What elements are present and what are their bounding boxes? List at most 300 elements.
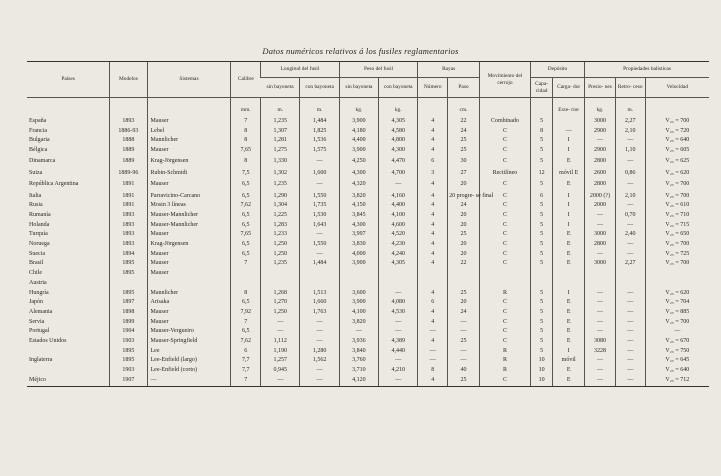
data-cell: 4,389 [379, 337, 418, 347]
unit-cell: m. [615, 98, 645, 118]
data-cell: 27 [448, 169, 480, 179]
data-cell: — [585, 250, 616, 260]
data-cell: — [615, 356, 645, 366]
data-cell: C [479, 259, 530, 269]
data-cell [585, 269, 616, 279]
data-cell: Mauser [147, 146, 231, 156]
data-cell: — [615, 221, 645, 231]
data-cell: 4,580 [379, 127, 418, 137]
data-cell: 8 [231, 156, 261, 169]
data-cell: 4,440 [379, 347, 418, 357]
data-cell: — [615, 308, 645, 318]
data-cell: 5 [530, 259, 552, 269]
data-cell: 3,820 [339, 192, 378, 202]
data-cell: 4,800 [379, 136, 418, 146]
country-cell: Austria [29, 279, 47, 286]
data-cell: 4 [418, 376, 448, 386]
data-cell: C [479, 250, 530, 260]
data-cell: V₂₅ = 620 [645, 289, 709, 299]
country-cell: Turquía [29, 231, 48, 238]
data-cell: Lebel [147, 127, 231, 137]
data-cell: 1,270 [261, 298, 300, 308]
data-cell: 8 [231, 136, 261, 146]
data-cell: C [479, 298, 530, 308]
unit-cell [418, 98, 448, 118]
data-cell: 5 [530, 250, 552, 260]
data-cell: 40 [448, 366, 480, 376]
country-cell [27, 366, 110, 376]
data-cell: 4,700 [379, 169, 418, 179]
data-cell: 4,180 [339, 127, 378, 137]
data-cell: — [585, 298, 616, 308]
data-cell: — [448, 356, 480, 366]
country-cell: Suecia [29, 250, 45, 257]
data-cell: Mauser [147, 259, 231, 269]
data-cell: 3,997 [339, 230, 378, 240]
table-row [27, 289, 709, 299]
table-row [27, 269, 709, 279]
data-cell: 1,233 [261, 230, 300, 240]
column-group-header: Calibre [231, 62, 261, 98]
data-cell [418, 269, 448, 279]
data-cell: 7,7 [231, 366, 261, 376]
data-cell: Krag-Jörgensen [147, 240, 231, 250]
column-group-header: Sistemas [147, 62, 231, 98]
data-cell: 4,305 [379, 259, 418, 269]
data-cell [110, 279, 147, 289]
column-group-header: Peso del fusil [339, 62, 418, 78]
data-cell: 1,250 [261, 308, 300, 318]
data-cell: 2000 [585, 201, 616, 211]
data-cell: — [300, 376, 339, 386]
table-row [27, 156, 709, 169]
data-cell: 6 [530, 192, 552, 202]
data-cell: V₂₅ = 750 [645, 347, 709, 357]
country-cell: Méjico [27, 376, 110, 386]
data-cell: — [418, 347, 448, 357]
data-cell: 1,550 [300, 192, 339, 202]
data-cell: 1895 [110, 347, 147, 357]
data-cell: 1,250 [261, 250, 300, 260]
data-cell: 5 [530, 308, 552, 318]
data-cell: 25 [448, 230, 480, 240]
data-cell: 10 [530, 356, 552, 366]
country-cell: Italia [29, 192, 42, 199]
data-cell: 1,562 [300, 356, 339, 366]
data-cell: 1,283 [261, 221, 300, 231]
table-row [27, 376, 709, 386]
data-cell: 2600 [585, 169, 616, 179]
data-cell: — [615, 289, 645, 299]
data-cell: 4 [418, 308, 448, 318]
data-cell: 10 [530, 366, 552, 376]
data-cell: 4 [418, 127, 448, 137]
data-cell: E [553, 298, 585, 308]
data-cell: 1893 [110, 230, 147, 240]
data-cell: 1,304 [261, 201, 300, 211]
data-cell: — [448, 318, 480, 328]
data-cell: 5 [530, 221, 552, 231]
data-cell: C [479, 230, 530, 240]
data-cell: 1898 [110, 308, 147, 318]
data-cell: 1907 [110, 376, 147, 386]
data-cell: E [553, 308, 585, 318]
table-row [27, 169, 709, 179]
data-cell: C [479, 240, 530, 250]
table-row [27, 221, 709, 231]
data-cell [147, 279, 231, 289]
data-cell: 4,250 [339, 156, 378, 169]
country-cell: Servia [29, 318, 45, 325]
country-cell: Chile [29, 270, 42, 277]
unit-cell [27, 98, 110, 118]
country-cell: Brasil [29, 260, 44, 267]
data-cell: 3,936 [339, 337, 378, 347]
data-cell [339, 269, 378, 279]
data-cell: Mauser [147, 250, 231, 260]
data-cell: V₂₅ = 620 [645, 169, 709, 179]
data-cell: 4,305 [379, 117, 418, 127]
data-cell: 22 [448, 117, 480, 127]
data-cell: 4,100 [339, 308, 378, 318]
data-cell: 8 [231, 127, 261, 137]
data-cell: 20 [448, 221, 480, 231]
data-cell: 1889-96 [110, 169, 147, 179]
data-cell [585, 279, 616, 289]
data-cell: 20 progre- se final [448, 192, 480, 202]
data-cell [339, 279, 378, 289]
unit-cell [147, 98, 231, 118]
data-cell: 6,5 [231, 250, 261, 260]
data-cell: 1,536 [300, 136, 339, 146]
data-cell: E [553, 250, 585, 260]
data-cell: 4 [418, 146, 448, 156]
data-cell: V₂₅ = 700 [645, 318, 709, 328]
column-subheader: Paso [448, 78, 480, 98]
data-cell: 1,513 [300, 289, 339, 299]
data-cell: — [261, 318, 300, 328]
data-cell: Mauser-Springfield [147, 337, 231, 347]
data-cell: 4 [418, 117, 448, 127]
data-cell: 4 [418, 318, 448, 328]
data-cell: 1,825 [300, 127, 339, 137]
data-cell: V₂₅ = 720 [645, 127, 709, 137]
data-cell: — [300, 337, 339, 347]
data-cell: — [615, 337, 645, 347]
data-cell: 20 [448, 240, 480, 250]
table-row [27, 347, 709, 357]
data-cell: C [479, 156, 530, 169]
data-cell: 1886-93 [110, 127, 147, 137]
data-cell: 2900 [585, 127, 616, 137]
data-cell [379, 269, 418, 279]
country-cell: Portugal [29, 328, 50, 335]
data-cell: — [615, 318, 645, 328]
data-cell: 3080 [585, 337, 616, 347]
data-cell: móvil [553, 356, 585, 366]
data-cell: I [553, 136, 585, 146]
data-cell: 4,300 [379, 146, 418, 156]
column-subheader: con bayoneta [300, 78, 339, 98]
table-row [27, 298, 709, 308]
data-cell: C [479, 318, 530, 328]
data-cell: — [553, 127, 585, 137]
data-cell: 2,27 [615, 259, 645, 269]
data-cell [300, 279, 339, 289]
data-cell: — [615, 250, 645, 260]
data-cell [615, 269, 645, 279]
data-cell: 2,27 [615, 117, 645, 127]
data-cell: I [553, 289, 585, 299]
data-cell: — [645, 327, 709, 337]
data-cell: 20 [448, 211, 480, 221]
data-cell: 4,600 [379, 221, 418, 231]
data-cell: — [585, 356, 616, 366]
data-cell: V₂₅ = 700 [645, 240, 709, 250]
data-cell: 3,710 [339, 366, 378, 376]
data-cell: Arisaka [147, 298, 231, 308]
data-cell: 3,900 [339, 117, 378, 127]
data-cell: 8 [418, 366, 448, 376]
data-cell: — [585, 308, 616, 318]
data-cell: 5 [530, 230, 552, 240]
data-cell: — [339, 327, 378, 337]
data-cell: E [553, 318, 585, 328]
data-cell [553, 269, 585, 279]
data-cell: C [479, 337, 530, 347]
data-cell: 24 [448, 201, 480, 211]
column-subheader: Capa- cidad [530, 78, 552, 98]
data-cell: 1895 [110, 269, 147, 279]
table-row [27, 366, 709, 376]
data-cell: 0,945 [261, 366, 300, 376]
country-cell: Noruega [29, 241, 50, 248]
data-cell: — [585, 211, 616, 221]
data-cell: 1,225 [261, 211, 300, 221]
table-row [27, 230, 709, 240]
data-cell: 2900 [585, 146, 616, 156]
data-cell [261, 279, 300, 289]
table-row [27, 327, 709, 337]
data-cell: 2800 [585, 179, 616, 192]
data-cell: 4 [418, 211, 448, 221]
data-cell: V₂₅ = 605 [645, 146, 709, 156]
data-cell: 6 [418, 298, 448, 308]
data-cell: 5 [530, 298, 552, 308]
data-cell: Mauser [147, 269, 231, 279]
data-cell: — [379, 327, 418, 337]
column-subheader: Número [418, 78, 448, 98]
data-cell: 6,5 [231, 240, 261, 250]
data-cell: C [479, 201, 530, 211]
data-cell: 1,484 [300, 117, 339, 127]
country-cell: España [29, 118, 47, 124]
data-cell: 1,268 [261, 289, 300, 299]
data-cell: C [479, 327, 530, 337]
country-cell: Japón [29, 299, 43, 306]
data-cell: 5 [530, 289, 552, 299]
unit-cell: m. [261, 98, 300, 118]
data-cell: 1904 [110, 327, 147, 337]
table-body [27, 98, 709, 387]
table-row [27, 318, 709, 328]
data-cell: 1,235 [261, 259, 300, 269]
data-cell: Lee-Enfield (largo) [147, 356, 231, 366]
data-cell: V₂₅ = 700 [645, 117, 709, 127]
column-group-header: Longitud del fusil [261, 62, 340, 78]
data-cell: 5 [530, 240, 552, 250]
data-cell: 1889 [110, 146, 147, 156]
data-cell: — [300, 366, 339, 376]
data-cell: 1,250 [261, 240, 300, 250]
data-cell: 4 [418, 230, 448, 240]
data-cell: 30 [448, 156, 480, 169]
data-cell: — [379, 356, 418, 366]
data-cell: 2,40 [615, 230, 645, 240]
data-cell: 4 [418, 250, 448, 260]
data-cell: — [585, 318, 616, 328]
data-cell: 3,900 [339, 298, 378, 308]
data-cell: 1893 [110, 240, 147, 250]
country-cell: Estados Unidos [29, 338, 67, 345]
data-cell [645, 269, 709, 279]
data-cell: 1903 [110, 337, 147, 347]
table-row [27, 308, 709, 318]
data-cell: 5 [530, 146, 552, 156]
data-cell [448, 279, 480, 289]
data-cell: 7 [231, 318, 261, 328]
data-cell: Mauser [147, 318, 231, 328]
data-cell [553, 279, 585, 289]
data-cell: 1,330 [261, 156, 300, 169]
data-cell: — [585, 136, 616, 146]
data-cell: 1895 [110, 356, 147, 366]
data-cell: Parravicino-Carcano [147, 192, 231, 202]
data-cell: R [479, 366, 530, 376]
data-cell: V₂₅ = 645 [645, 356, 709, 366]
data-cell: 4,120 [339, 376, 378, 386]
data-cell: 22 [448, 259, 480, 269]
data-cell: E [553, 230, 585, 240]
table-row [27, 127, 709, 137]
data-cell: 10 [530, 376, 552, 386]
data-cell: — [585, 327, 616, 337]
table-row [27, 337, 709, 347]
data-cell: 3,820 [339, 318, 378, 328]
data-cell: 4,080 [379, 298, 418, 308]
column-subheader: Velocidad [645, 78, 709, 98]
data-cell: 6 [231, 347, 261, 357]
data-cell: V₂₅ = 700 [645, 179, 709, 192]
data-cell: V₂₅ = 700 [645, 192, 709, 202]
data-cell: 3,600 [339, 289, 378, 299]
data-cell: R [479, 356, 530, 366]
data-cell: 4 [418, 221, 448, 231]
country-cell: Rusia [29, 202, 43, 209]
data-cell: 4 [418, 201, 448, 211]
data-cell: 12 [530, 169, 552, 179]
data-cell: 4,300 [339, 169, 378, 179]
unit-cell: cm. [448, 98, 480, 118]
data-cell: V₂₅ = 640 [645, 366, 709, 376]
data-cell: 7,62 [231, 201, 261, 211]
data-cell: — [448, 327, 480, 337]
data-cell: V₂₅ = 725 [645, 250, 709, 260]
data-cell: 25 [448, 337, 480, 347]
table-row [27, 356, 709, 366]
data-cell: C [479, 127, 530, 137]
data-cell [261, 269, 300, 279]
data-cell: 3,760 [339, 356, 378, 366]
data-cell [379, 279, 418, 289]
data-cell: — [300, 230, 339, 240]
table-row [27, 279, 709, 289]
data-cell: I [553, 201, 585, 211]
data-cell: Mosin 3 líneas [147, 201, 231, 211]
data-cell: 4,230 [379, 240, 418, 250]
unit-cell: Exte- rior [553, 98, 585, 118]
data-cell: 4,150 [339, 201, 378, 211]
data-cell: 4,160 [379, 192, 418, 202]
country-cell: Suiza [29, 169, 43, 176]
data-cell: I [553, 192, 585, 202]
data-cell: — [615, 179, 645, 192]
data-cell: 1891 [110, 201, 147, 211]
data-cell: Lee [147, 347, 231, 357]
data-cell: 4,520 [379, 230, 418, 240]
data-cell: — [379, 318, 418, 328]
column-subheader: sin bayoneta [261, 78, 300, 98]
country-cell: Holanda [29, 221, 50, 228]
data-cell: — [379, 289, 418, 299]
data-cell: 4 [418, 240, 448, 250]
data-cell [479, 269, 530, 279]
data-cell: 1,235 [261, 117, 300, 127]
data-cell: 4,400 [379, 201, 418, 211]
data-cell: 7,65 [231, 230, 261, 240]
data-cell: 1895 [110, 289, 147, 299]
data-cell: — [379, 376, 418, 386]
data-cell: 7,5 [231, 169, 261, 179]
country-cell: Francia [29, 127, 47, 134]
data-cell: 4 [418, 289, 448, 299]
data-cell: 20 [448, 298, 480, 308]
column-group-header: Rayas [418, 62, 480, 78]
data-cell [231, 279, 261, 289]
table-row [27, 211, 709, 221]
data-cell: E [553, 337, 585, 347]
data-cell: 1,280 [300, 347, 339, 357]
data-cell: 1,190 [261, 347, 300, 357]
data-cell: 4,320 [339, 179, 378, 192]
data-cell: 5 [530, 117, 552, 127]
data-cell: 6,5 [231, 298, 261, 308]
data-cell: C [479, 146, 530, 156]
data-cell: móvil E [553, 169, 585, 179]
data-cell: — [300, 318, 339, 328]
data-cell: Rubin-Schmidt [147, 169, 231, 179]
data-cell: Rectilíneo [479, 169, 530, 179]
data-cell: Mauser-Mannlicher [147, 221, 231, 231]
data-cell: — [615, 201, 645, 211]
data-cell: — [448, 347, 480, 357]
data-cell: — [615, 347, 645, 357]
data-cell: 1,257 [261, 356, 300, 366]
data-cell: 1893 [110, 211, 147, 221]
column-subheader: con bayoneta [379, 78, 418, 98]
data-cell: Mauser [147, 308, 231, 318]
data-cell: 8 [231, 289, 261, 299]
